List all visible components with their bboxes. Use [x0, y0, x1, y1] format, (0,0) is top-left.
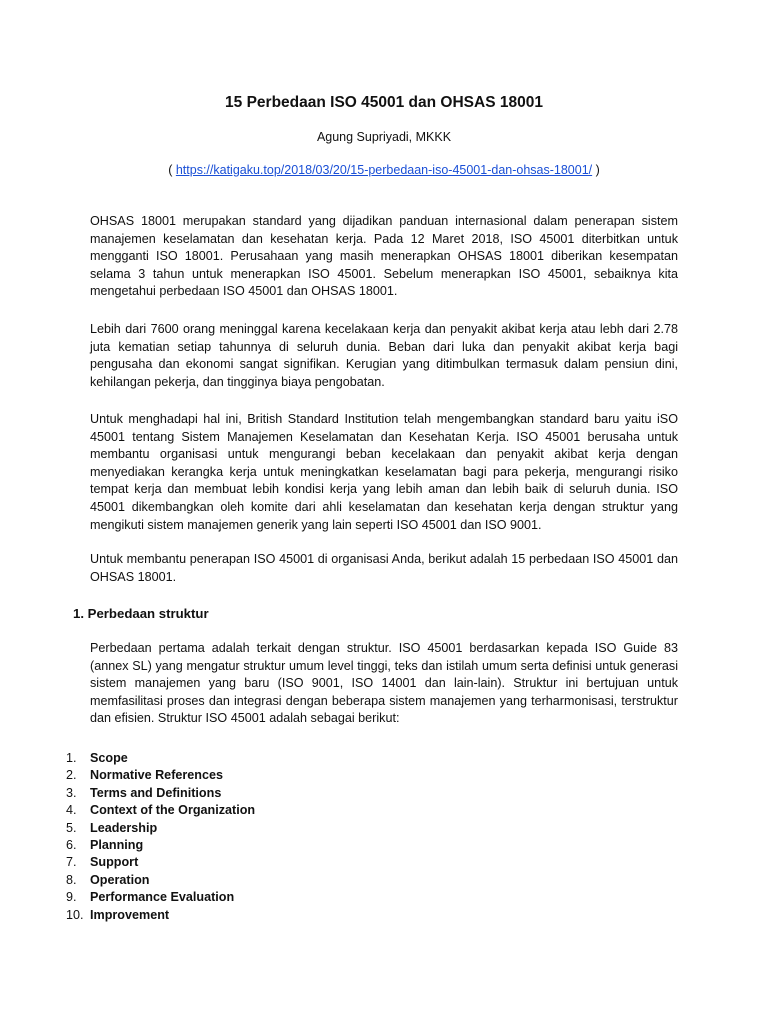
- list-item: [66, 785, 255, 802]
- list-item-number: 1.: [66, 751, 77, 765]
- source-close-paren: ): [592, 163, 600, 177]
- list-item-number: 5.: [66, 820, 77, 835]
- list-item-label: Context of the Organization: [90, 803, 256, 818]
- list-item-number: 2.: [66, 768, 77, 783]
- document-title: 15 Perbedaan ISO 45001 dan OHSAS 18001: [225, 94, 543, 111]
- list-item-number: 7.: [66, 855, 77, 870]
- bsi-paragraph: Untuk menghadapi hal ini, British Standard Institution telah mengembangkan standard baru yaitu iSO 45001 tentang Sistem Manajemen Keselamatan dan Kesehatan Kerja. ISO 45001 berusaha untuk membantu organisasi untuk mengurangi beban kecelakaan dan penyakit akibat kerja dengan menyediakan kerangka kerja untuk meningkatkan keselamatan bagi para pekerja, mengurangi risiko tempat kerja dan membuat lebih kondisi kerja yang lebih aman dan lebih baik di seluruh dunia. ISO 45001 dikembangkan oleh komite dari ahli keselamatan dan kesehatan kerja dengan struktur yang mengikuti sistem manajemen generik yang lain seperti ISO 45001 dan ISO 9001.: [90, 412, 678, 532]
- list-item-label: Planning: [90, 837, 144, 852]
- list-item-label: Improvement: [90, 907, 170, 922]
- list-item: [66, 854, 255, 871]
- structure-paragraph: Perbedaan pertama adalah terkait dengan struktur. ISO 45001 berdasarkan kepada ISO Guide 83 (annex SL) yang mengatur struktur umum level tinggi, teks dan istilah umum serta definisi untuk generasi sistem manajemen yang baru (ISO 9001, ISO 14001 dan lain-lain). Struktur ini bertujuan untuk memfasilitasi proses dan integrasi dengan beberapa sistem manajemen yang terharmonisasi, terstruktur dan efisien. Struktur ISO 45001 adalah sebagai berikut:: [90, 641, 678, 726]
- list-item: [66, 820, 255, 837]
- list-item-number: 4.: [66, 803, 77, 818]
- list-item-number: 10.: [66, 907, 84, 922]
- list-item: [66, 767, 255, 784]
- list-item-number: 3.: [66, 785, 77, 800]
- list-item-label: Normative References: [90, 768, 223, 783]
- list-item: [66, 872, 255, 889]
- intro-paragraph: OHSAS 18001 merupakan standard yang dijadikan panduan internasional dalam penerapan sistem manajemen keselamatan dan kesehatan kerja. Pada 12 Maret 2018, ISO 45001 diterbitkan untuk mengganti ISO 18001. Perusahaan yang masih menerapkan OHSAS 18001 diberikan kesempatan selama 3 tahun untuk menerapkan ISO 45001. Sebelum menerapkan ISO 45001, sebaiknya kita mengetahui perbedaan ISO 45001 dan OHSAS 18001.: [90, 214, 678, 299]
- source-link[interactable]: https://katigaku.top/2018/03/20/15-perbedaan-iso-45001-dan-ohsas-18001/: [175, 163, 593, 177]
- list-item: [66, 837, 255, 854]
- list-item-label: Support: [90, 855, 139, 870]
- document-author: Agung Supriyadi, MKKK: [316, 130, 452, 144]
- purpose-paragraph: Untuk membantu penerapan ISO 45001 di organisasi Anda, berikut adalah 15 perbedaan ISO 45001 dan OHSAS 18001.: [90, 552, 678, 584]
- list-item-label: Terms and Definitions: [90, 785, 222, 800]
- source-open-paren: (: [168, 163, 176, 177]
- list-item-label: Operation: [90, 872, 150, 887]
- section-heading-structure: 1. Perbedaan struktur: [73, 606, 209, 621]
- list-item-number: 9.: [66, 890, 77, 905]
- list-item-label: Scope: [90, 751, 128, 765]
- list-item: [66, 750, 255, 767]
- list-item: [66, 889, 255, 906]
- list-item-label: Leadership: [90, 820, 158, 835]
- source-reference: [0, 162, 768, 178]
- statistics-paragraph: Lebih dari 7600 orang meninggal karena kecelakaan kerja dan penyakit akibat kerja atau lebh dari 2.78 juta kematian setiap tahunnya di seluruh dunia. Beban dari luka dan penyakit akibat kerja bagi pengusaha dan ekonomi sangat signifikan. Kerugian yang ditimbulkan termasuk dalam pensiun dini, kehilangan pekerja, dan tingginya biaya pengobatan.: [90, 322, 678, 389]
- list-item-number: 8.: [66, 872, 77, 887]
- list-item-number: 6.: [66, 837, 77, 852]
- list-item: [66, 802, 255, 819]
- list-item: [66, 907, 255, 924]
- structure-list: [66, 750, 255, 924]
- list-item-label: Performance Evaluation: [90, 890, 235, 905]
